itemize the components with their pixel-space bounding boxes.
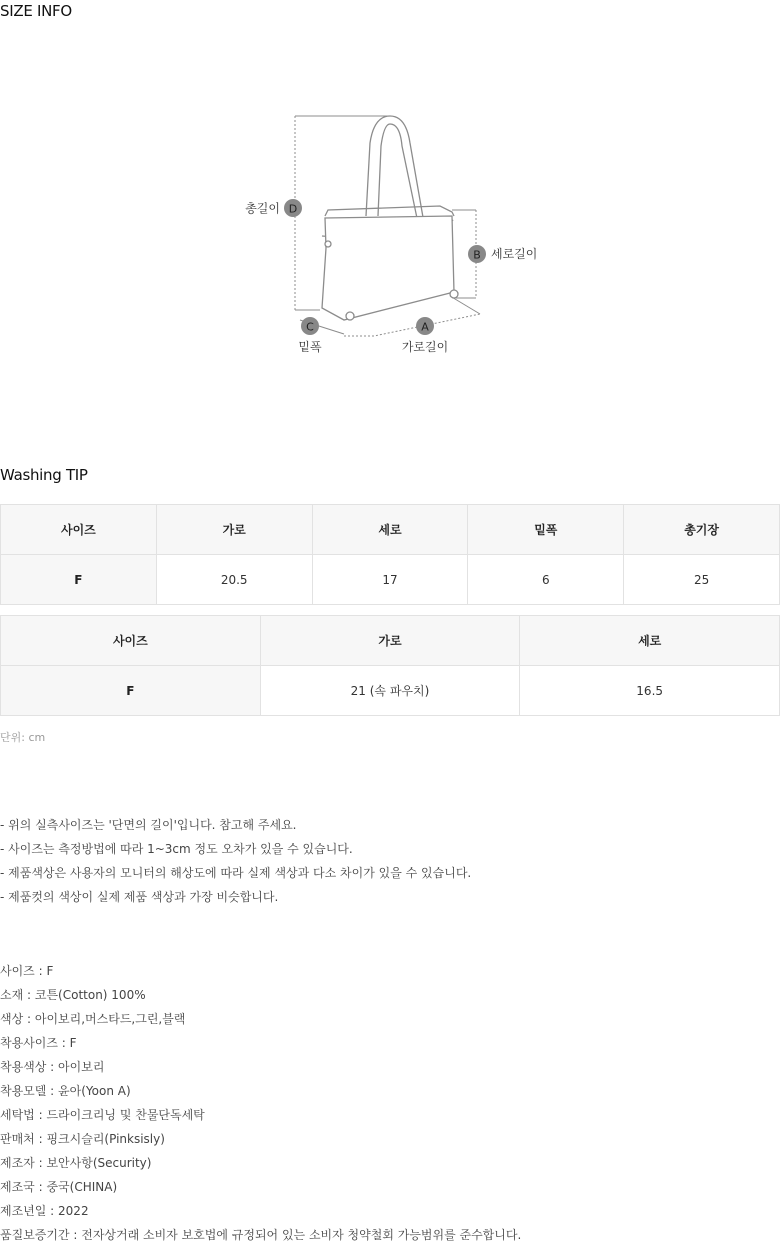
spec-item: 사이즈 : F xyxy=(0,964,54,978)
washing-tip-title: Washing TIP xyxy=(0,466,88,484)
unit-note: 단위: cm xyxy=(0,731,46,744)
spec-item: 소재 : 코튼(Cotton) 100% xyxy=(0,988,146,1002)
table-header-cell: 사이즈 xyxy=(1,505,157,555)
spec-item: 세탁법 : 드라이크리닝 및 찬물단독세탁 xyxy=(0,1108,205,1122)
svg-text:D: D xyxy=(288,202,298,216)
table-header-cell: 세로 xyxy=(520,616,780,666)
table-row xyxy=(1,555,780,605)
bag-illustration-icon xyxy=(322,116,458,320)
table-cell: 16.5 xyxy=(520,666,780,716)
svg-text:B: B xyxy=(473,248,481,262)
note-item: - 사이즈는 측정방법에 따라 1~3cm 정도 오차가 있을 수 있습니다. xyxy=(0,842,353,856)
spec-item: 제조국 : 중국(CHINA) xyxy=(0,1180,118,1194)
spec-item: 제조자 : 보안사항(Security) xyxy=(0,1156,152,1170)
spec-item: 판매처 : 핑크시슬리(Pinksisly) xyxy=(0,1132,165,1146)
table-header-cell: 총기장 xyxy=(624,505,780,555)
table-cell: 20.5 xyxy=(156,555,312,605)
marker-b-icon xyxy=(468,245,486,263)
table-header-row xyxy=(1,505,780,555)
marker-d-icon xyxy=(284,199,302,217)
table-header-cell: 세로 xyxy=(312,505,468,555)
spec-item: 제조년일 : 2022 xyxy=(0,1204,89,1218)
table-cell: 17 xyxy=(312,555,468,605)
table-cell: 21 (속 파우치) xyxy=(260,666,520,716)
spec-item: 착용색상 : 아이보리 xyxy=(0,1060,105,1074)
spec-item: 품질보증기간 : 전자상거래 소비자 보호법에 규정되어 있는 소비자 청약철회 가능범위를 준수합니다. xyxy=(0,1228,522,1242)
table-header-cell: 사이즈 xyxy=(1,616,261,666)
table-row xyxy=(1,666,780,716)
height-label: 세로길이 xyxy=(491,247,538,261)
note-item: - 제품색상은 사용자의 모니터의 해상도에 따라 실제 색상과 다소 차이가 있을 수 있습니다. xyxy=(0,866,472,880)
marker-c-icon xyxy=(301,317,319,335)
table-header-row xyxy=(1,616,780,666)
bottom-width-label: 밑폭 xyxy=(298,340,322,354)
size-table xyxy=(0,504,780,605)
table-header-cell: 밑폭 xyxy=(468,505,624,555)
spec-item: 착용모델 : 윤아(Yoon A) xyxy=(0,1084,131,1098)
table-cell: F xyxy=(1,666,261,716)
note-item: - 제품컷의 색상이 실제 제품 색상과 가장 비슷합니다. xyxy=(0,890,279,904)
svg-text:A: A xyxy=(421,320,429,334)
spec-item: 색상 : 아이보리,머스타드,그린,블랙 xyxy=(0,1012,186,1026)
bag-size-diagram xyxy=(230,108,550,368)
size-notes xyxy=(0,813,471,909)
table-header-cell: 가로 xyxy=(260,616,520,666)
total-length-label: 총길이 xyxy=(245,201,280,216)
table-cell: F xyxy=(1,555,157,605)
table-cell: 6 xyxy=(468,555,624,605)
svg-text:C: C xyxy=(306,320,314,334)
marker-a-icon xyxy=(416,317,434,335)
width-label: 가로길이 xyxy=(401,340,449,354)
note-item: - 위의 실측사이즈는 '단면의 길이'입니다. 참고해 주세요. xyxy=(0,818,297,832)
table-header-cell: 가로 xyxy=(156,505,312,555)
pouch-size-table xyxy=(0,615,780,716)
size-info-title: SIZE INFO xyxy=(0,2,72,20)
spec-item: 착용사이즈 : F xyxy=(0,1036,77,1050)
product-specs xyxy=(0,959,521,1247)
table-cell: 25 xyxy=(624,555,780,605)
